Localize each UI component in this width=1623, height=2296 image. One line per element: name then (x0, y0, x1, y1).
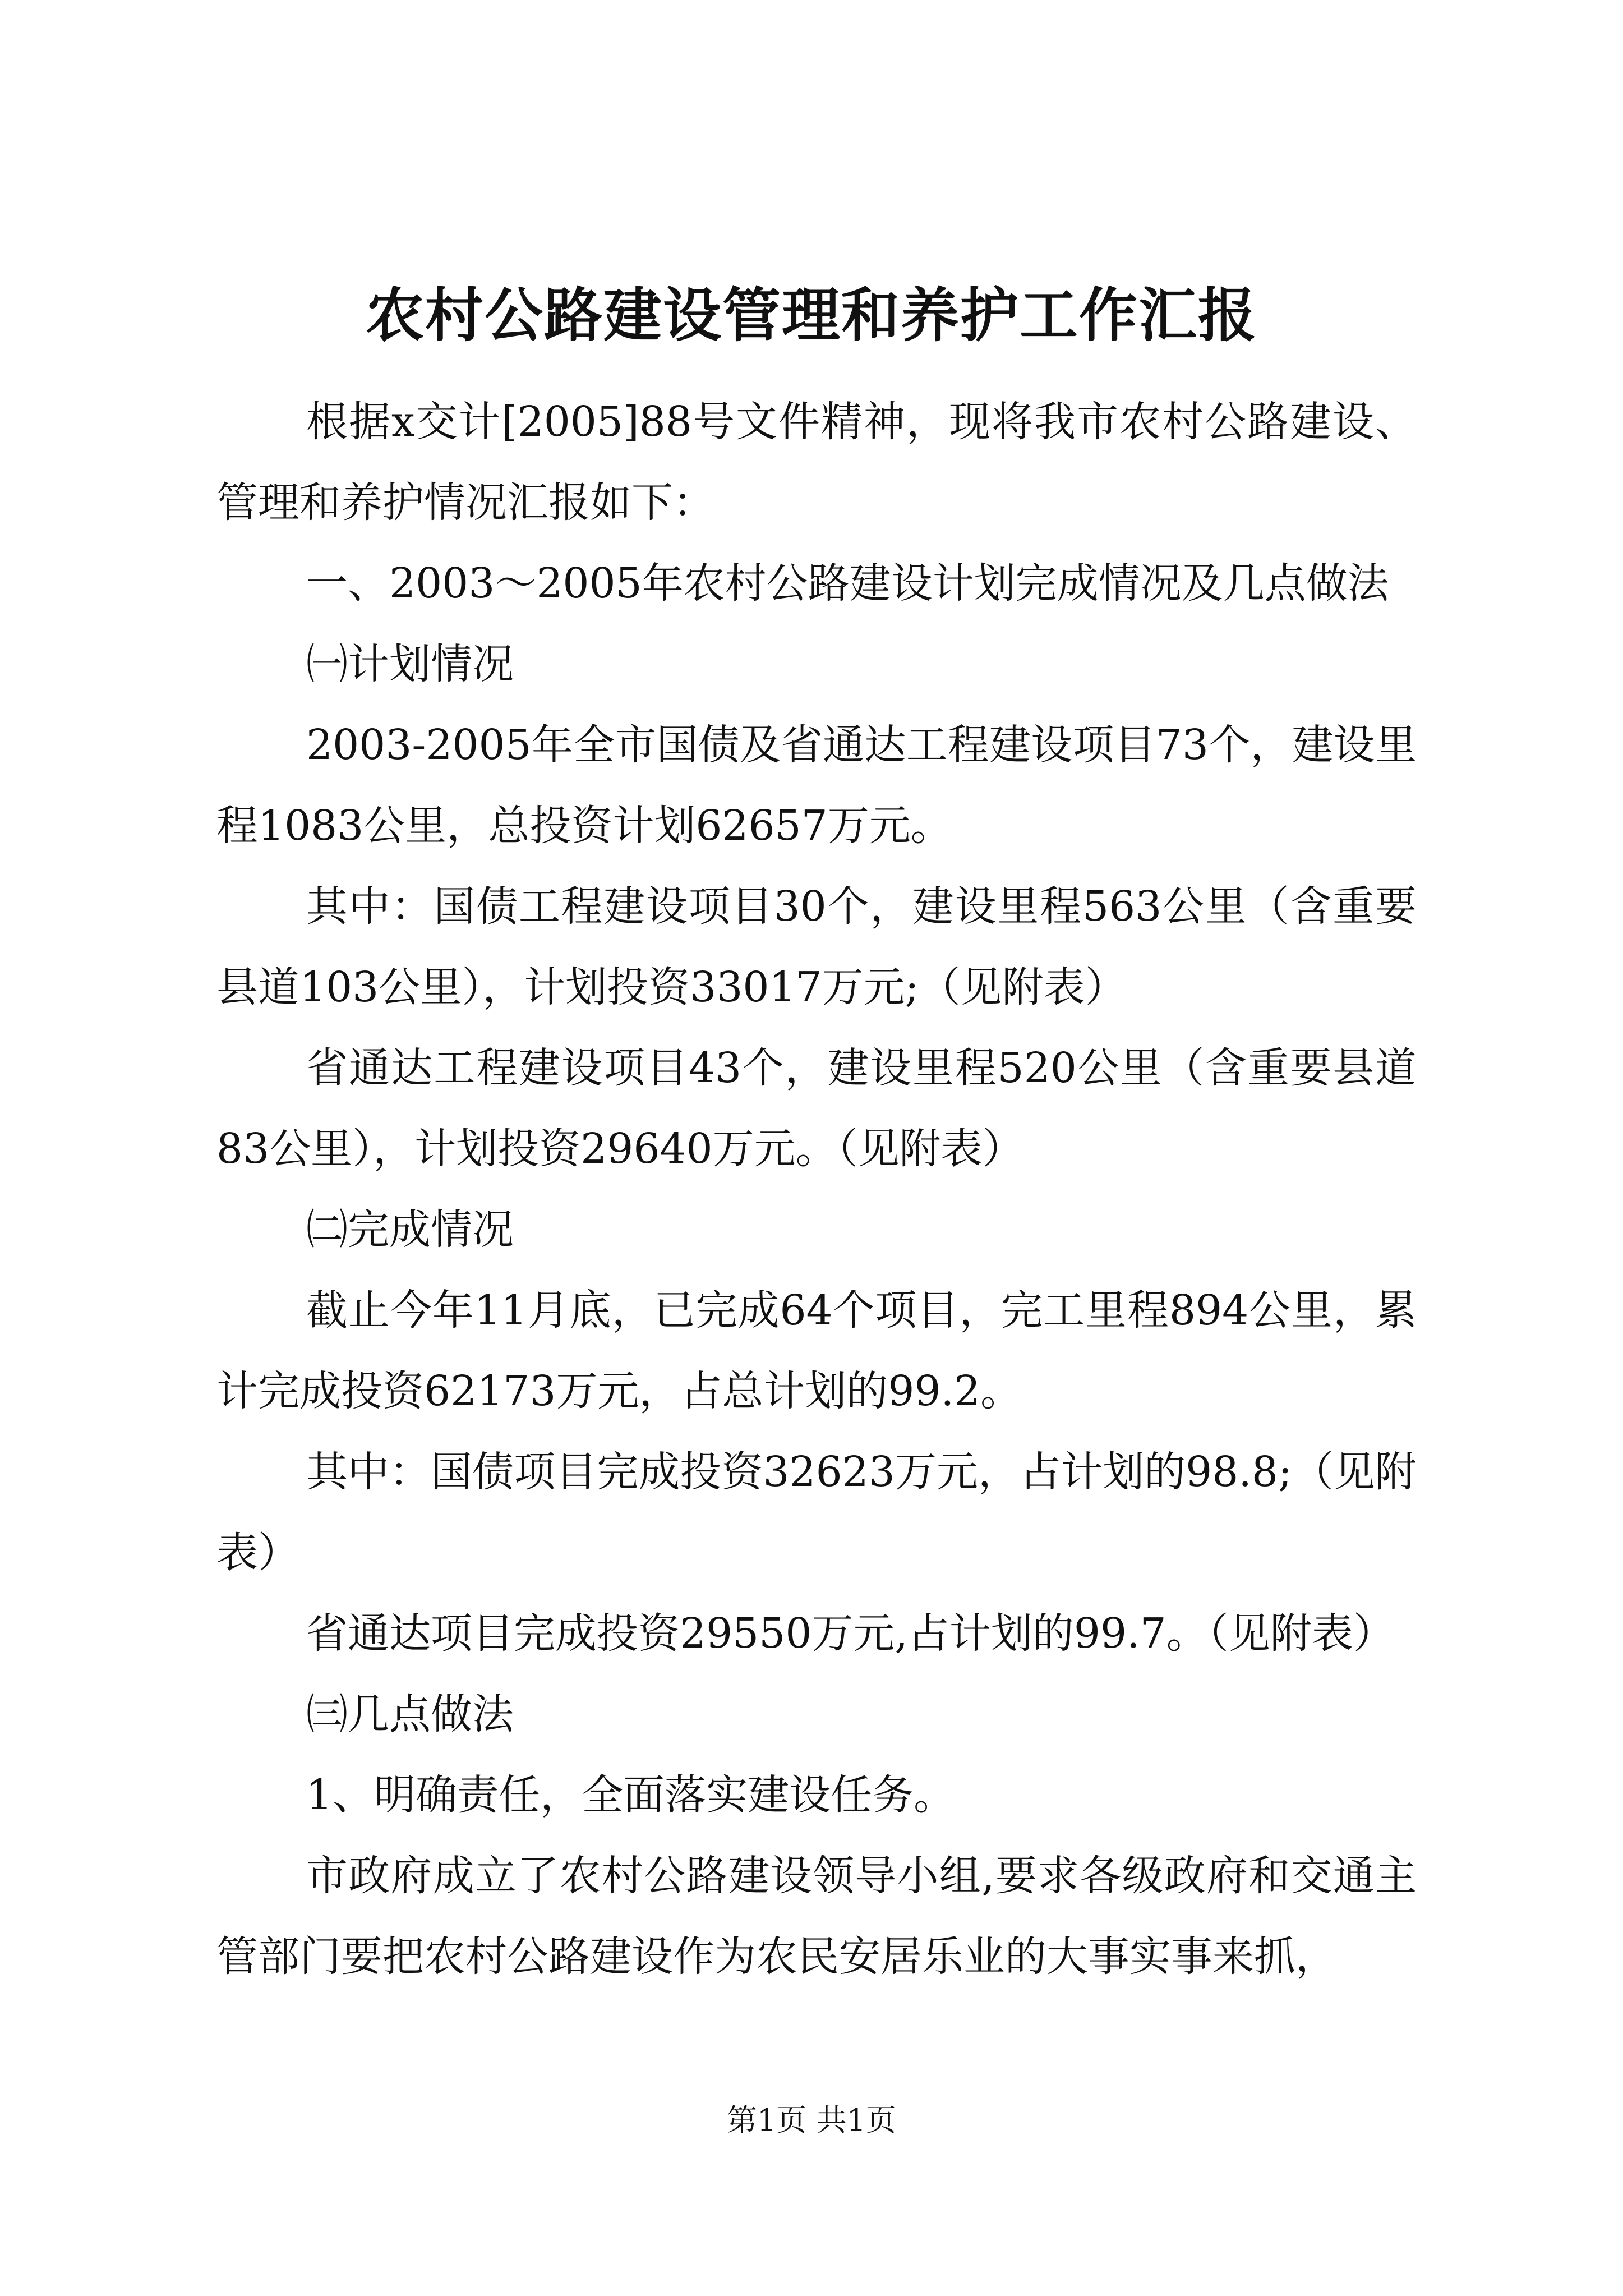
section-heading: 一、2003～2005年农村公路建设计划完成情况及几点做法 (306, 559, 1389, 608)
paragraph: 2003-2005年全市国债及省通达工程建设项目73个，建设里程1083公里，总投资计划62657万元。 (216, 721, 1417, 850)
subsection-heading: ㈡完成情况 (306, 1205, 514, 1254)
paragraph: 省通达工程建设项目43个，建设里程520公里（含重要县道83公里），计划投资29640万元。（见附表） (216, 1044, 1417, 1173)
document-title: 农村公路建设管理和养护工作汇报 (365, 280, 1257, 349)
paragraph: 其中：国债项目完成投资32623万元，占计划的98.8;（见附表） (216, 1448, 1417, 1577)
paragraph: 市政府成立了农村公路建设领导小组,要求各级政府和交通主管部门要把农村公路建设作为农民安居乐业的大事实事来抓， (216, 1852, 1417, 1981)
paragraph: 其中：国债工程建设项目30个，建设里程563公里（含重要县道103公里），计划投资33017万元;（见附表） (216, 882, 1417, 1011)
paragraph: 根据x交计[2005]88号文件精神，现将我市农村公路建设、管理和养护情况汇报如下： (216, 398, 1417, 527)
page-footer: 第1页 共1页 (727, 2102, 896, 2138)
paragraph: 1、明确责任，全面落实建设任务。 (306, 1771, 956, 1819)
document-body (216, 381, 1417, 1997)
paragraph: 截止今年11月底，已完成64个项目，完工里程894公里，累计完成投资62173万元，占总计划的99.2。 (216, 1286, 1417, 1415)
subsection-heading: ㈢几点做法 (306, 1690, 514, 1738)
paragraph: 省通达项目完成投资29550万元,占计划的99.7。（见附表） (306, 1609, 1395, 1658)
subsection-heading: ㈠计划情况 (306, 640, 514, 688)
